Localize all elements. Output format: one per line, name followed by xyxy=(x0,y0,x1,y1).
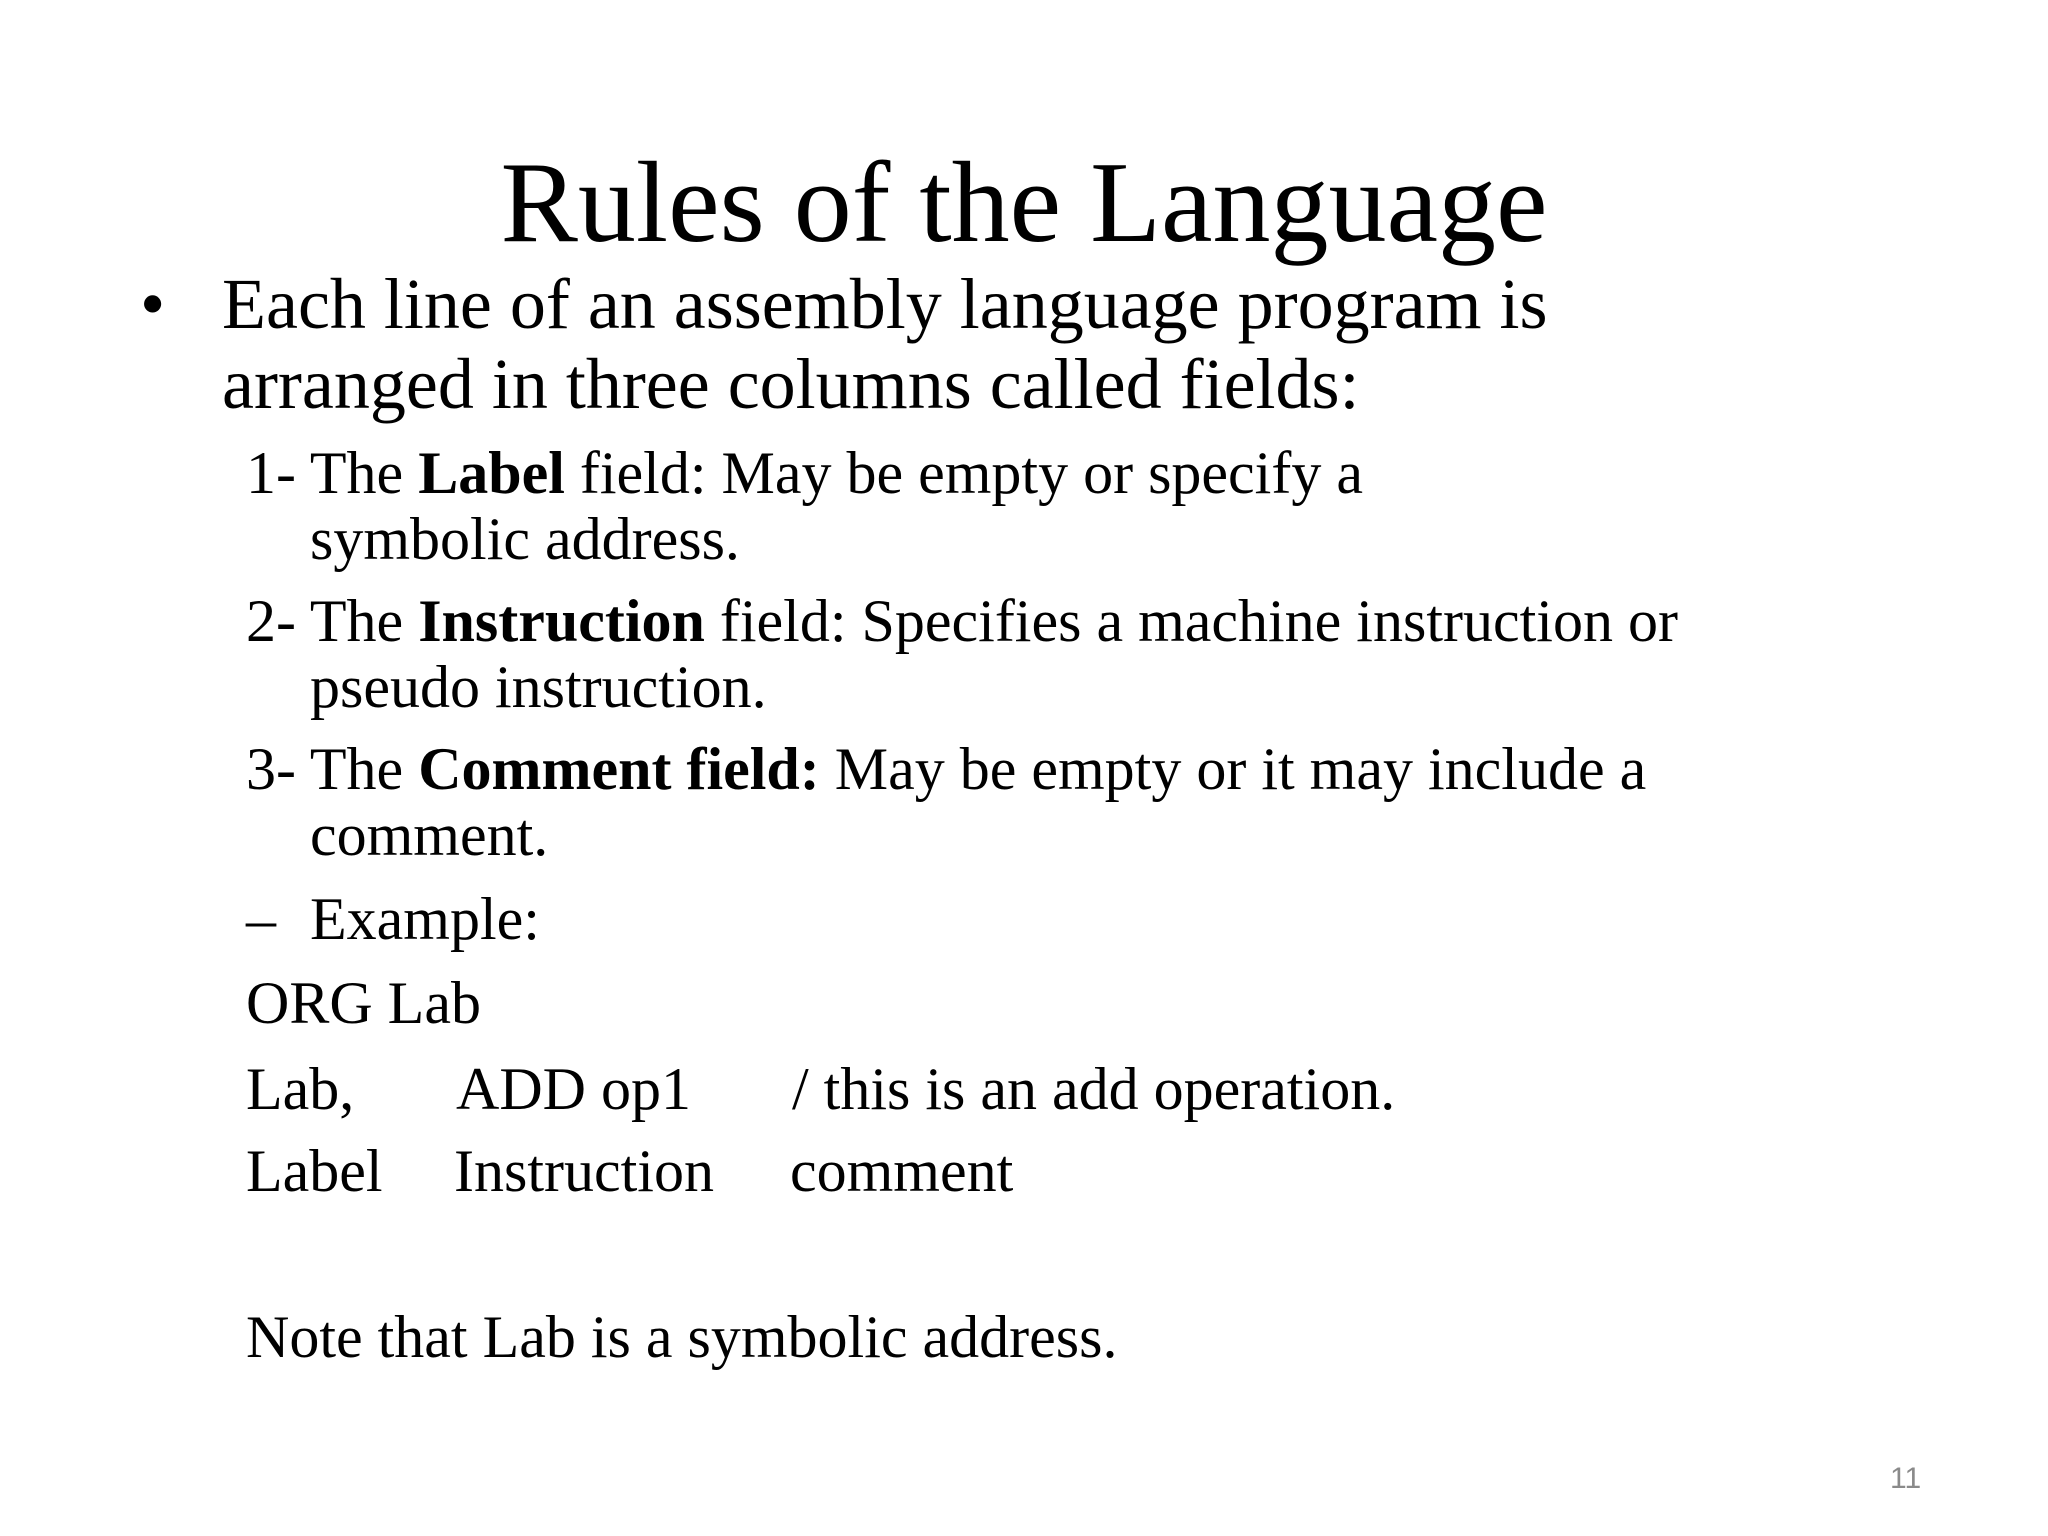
example-heading xyxy=(246,886,540,952)
field-item-rest: field: May be empty or specify a xyxy=(564,440,1363,506)
field-item-prefix: 1- The xyxy=(246,440,419,506)
code-label-cell: Lab, xyxy=(246,1056,355,1122)
bullet-line-1: Each line of an assembly language program is xyxy=(222,264,1548,344)
field-item-rest: field: Specifies a machine instruction or xyxy=(704,588,1678,654)
field-item-prefix: 3- The xyxy=(246,736,419,802)
dash-icon: – xyxy=(246,886,276,952)
header-comment-cell: comment xyxy=(790,1138,1014,1204)
field-item-continuation: symbolic address. xyxy=(310,506,740,572)
field-item-continuation: comment. xyxy=(310,802,549,868)
field-item-rest: May be empty or it may include a xyxy=(819,736,1647,802)
field-item-label xyxy=(246,440,2006,572)
org-line: ORG Lab xyxy=(246,970,481,1036)
field-item-bold: Instruction xyxy=(418,588,705,654)
header-label-cell: Label xyxy=(246,1138,383,1204)
field-item-bold: Comment field: xyxy=(418,736,820,802)
example-label: Example: xyxy=(310,886,540,952)
main-bullet xyxy=(140,264,2000,424)
code-instruction-cell: ADD op1 xyxy=(456,1056,691,1122)
page-number: 11 xyxy=(1890,1462,1922,1495)
header-instruction-cell: Instruction xyxy=(454,1138,714,1204)
bullet-icon: • xyxy=(140,264,166,344)
bullet-line-2: arranged in three columns called fields: xyxy=(222,344,1360,424)
field-item-continuation: pseudo instruction. xyxy=(310,654,767,720)
bullet-text xyxy=(222,264,2000,424)
field-item-prefix: 2- The xyxy=(246,588,419,654)
field-item-instruction xyxy=(246,588,2006,720)
code-comment-cell: / this is an add operation. xyxy=(792,1056,1396,1122)
field-item-bold: Label xyxy=(418,440,565,506)
note-text: Note that Lab is a symbolic address. xyxy=(246,1304,1118,1370)
field-item-comment xyxy=(246,736,2006,868)
slide-title: Rules of the Language xyxy=(500,139,1548,267)
